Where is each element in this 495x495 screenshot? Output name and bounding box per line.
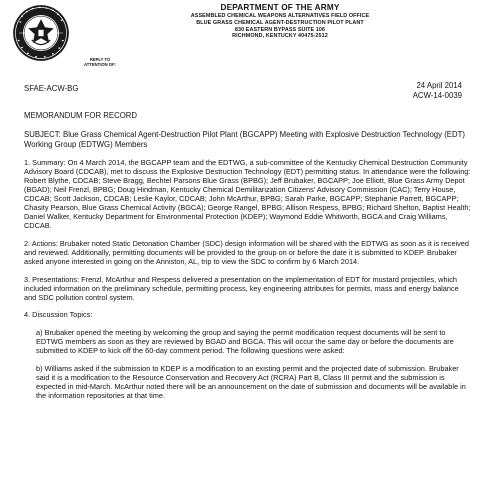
- paragraph-summary: 1. Summary: On 4 March 2014, the BGCAPP team and the EDTWG, a sub-committee of the Kentucky Chemical Destruction Community Advisory Board (CDCAB), met to discuss the Explosive Destruction Technology (EDT) permitting status. In attendance were the following: Robert Blythe, CDCAB; Steve Bragg, Bechtel Parsons Blue Grass (BPBG); Jeff Brubaker, BGCAPP; Joe Elliott, Blue Grass Army Depot (BGAD); Neil Frenzl, BPBG; Doug Hindman, Kentucky Chemical Demilitarization Citizens' Advisory Commission (CAC); Terry House, CDCAB; Scott Jackson, CDCAB; Leslie Kaylor, CDCAB; John McArthur, BPBG; Sarah Parke, BGCAPP; Stephanie Parrett, BGCAPP; Chasity Pearson, Blue Grass Chemical Activity (BGCA); George Rangel, BPBG; Allison Respess, BPBG; Richard Shelton, Baptist Health; Daniel Walker, Kentucky Department for Environmental Protection (KDEP); Waymond Eddie Whitworth, BGCA and Craig Williams, CDCAB.: [24, 158, 471, 231]
- plant-name: BLUE GRASS CHEMICAL AGENT-DESTRUCTION PILOT PLANT: [196, 19, 364, 26]
- department-of-defense-seal-icon: [12, 4, 70, 62]
- city-state-zip: RICHMOND, KENTUCKY 40475-2512: [232, 33, 328, 40]
- date-block: [413, 81, 462, 100]
- subject-line: SUBJECT: Blue Grass Chemical Agent-Destruction Pilot Plant (BGCAPP) Meeting with Explosive Destruction Technology (EDT) Working Group (EDTWG) Members: [24, 130, 465, 149]
- memo-date: 24 April 2014: [416, 81, 462, 90]
- paragraph-presentations: 3. Presentations: Frenzl, McArthur and Respess delivered a presentation on the implementation of EDT for mustard projectiles, which included information on the preliminary schedule, permitting process, key engineering attributes for permits, mass and energy balance and SDC pollution control system.: [24, 274, 459, 302]
- memo-number: ACW-14-0039: [412, 90, 462, 100]
- reply-to-label: REPLY TO: [89, 57, 111, 62]
- memo-body: [24, 158, 472, 409]
- attention-of-label: ATTENTION OF:: [84, 62, 117, 67]
- paragraph-discussion-b: b) Williams asked if the submission to KDEP is a modification to an existing permit and the projected date of submission. Brubaker said it is a modification to the Resource Conservation and Recovery Act (RCRA) Part B, Class III permit and the submission is expected in mid-March. McArthur noted there will be an announcement on the date of submission and documents will be available in the information repositories at that time.: [36, 363, 466, 400]
- department-name: DEPARTMENT OF THE ARMY: [220, 3, 340, 12]
- letterhead: [130, 3, 430, 40]
- street-address: 830 EASTERN BYPASS SUITE 106: [234, 26, 326, 33]
- reply-to-block: [84, 57, 116, 67]
- office-name: ASSEMBLED CHEMICAL WEAPONS ALTERNATIVES FIELD OFFICE: [190, 13, 370, 19]
- paragraph-actions: 2. Actions: Brubaker noted Static Detonation Chamber (SDC) design information will be shared with the EDTWG as soon as it is received and reviewed. Additionally, permitting documents will be provided to the group on or before the date it is submitted to KDEP. Brubaker asked anyone interested in going on the Anniston, AL, trip to view the SDC to confirm by 6 March 2014.: [24, 238, 469, 267]
- paragraph-discussion-heading: 4. Discussion Topics:: [24, 310, 93, 320]
- office-symbol: SFAE-ACW-BG: [24, 84, 79, 93]
- memo-title: MEMORANDUM FOR RECORD: [24, 111, 138, 120]
- paragraph-discussion-a: a) Brubaker opened the meeting by welcoming the group and saying the permit modification request documents will be sent to EDTWG members as soon as they are reviewed by BGAD and BGCA. This will occur the same day or before the documents are submitted to KDEP to kick off the 60-day comment period. The following questions were asked:: [36, 328, 454, 356]
